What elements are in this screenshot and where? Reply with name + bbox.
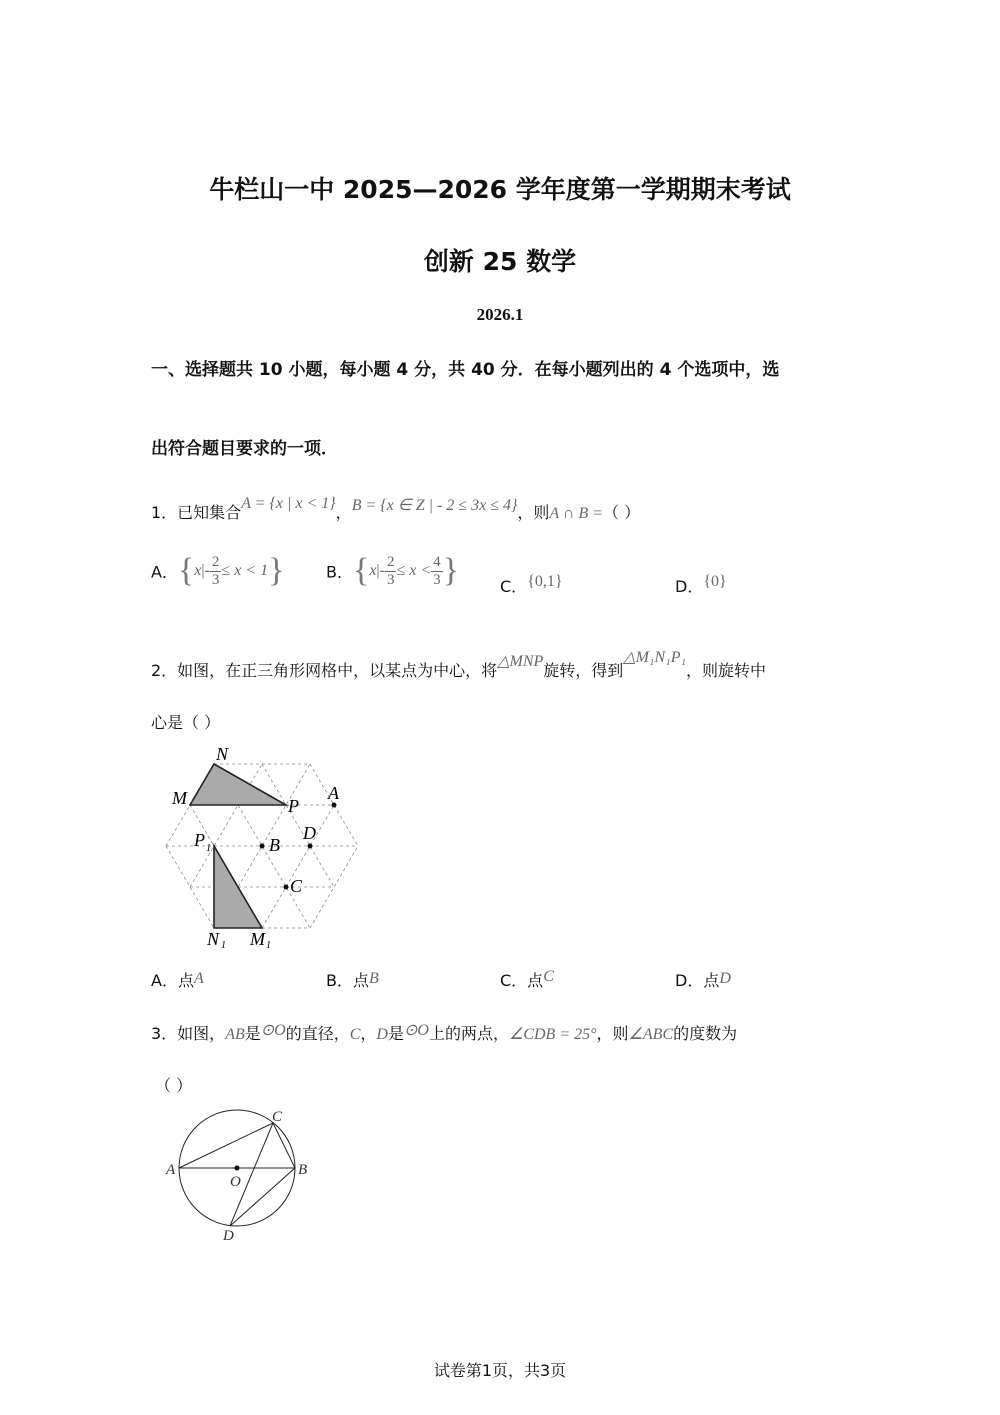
q3-circle: ⊙O (260, 1022, 286, 1039)
chord-cb (273, 1123, 295, 1168)
label-d: D (223, 1228, 234, 1244)
frac-den: 3 (386, 571, 395, 588)
brace-icon: { (352, 552, 370, 589)
q1-option-b[interactable] (326, 552, 459, 590)
q3-angle-q: ∠ABC (628, 1026, 674, 1043)
bar: | (376, 562, 380, 579)
minus: - (204, 562, 210, 579)
q3-circle2: ⊙O (404, 1022, 429, 1039)
q1-c-value: {0,1} (527, 573, 563, 590)
option-value: C (543, 968, 554, 985)
q2-tri1: △MNP (497, 653, 544, 670)
q2-option-d[interactable] (675, 968, 731, 991)
label-a: A (166, 1162, 176, 1178)
q2-text-a: 2．如图，在正三角形网格中，以某点为中心，将 (151, 661, 498, 680)
q2-text-c: ，则旋转中 (686, 661, 767, 680)
option-label: C．点 (500, 971, 544, 990)
q3-is2: 是 (387, 1024, 404, 1043)
option-label: D． (675, 577, 704, 596)
q2-line2: 心是（ ） (151, 713, 221, 732)
question-1 (151, 495, 641, 523)
option-label: B． (326, 562, 353, 582)
q1-prefix: 1．已知集合 (151, 503, 242, 522)
q2-option-b[interactable] (326, 968, 379, 991)
option-value: B (368, 970, 379, 987)
q1-option-c[interactable] (500, 574, 563, 597)
label-b: B (269, 835, 280, 855)
minus: - (379, 562, 385, 579)
q2-tri2: △M₁N₁P₁ (623, 649, 687, 666)
bar: | (201, 562, 205, 579)
option-label: C． (500, 577, 528, 596)
q3-prefix: 3．如图， (151, 1024, 226, 1043)
option-label: D．点 (675, 971, 720, 990)
q1-expr: A ∩ B = (549, 505, 604, 522)
question-2 (151, 649, 767, 681)
q3-tail: 的度数为 (673, 1024, 738, 1043)
label-c: C (290, 876, 303, 896)
triangle-mnp (190, 764, 286, 805)
q3-d: D (376, 1026, 388, 1043)
q1-d-value: {0} (703, 573, 727, 590)
q1-b-var: x (369, 562, 377, 579)
point-d (308, 844, 313, 849)
q3-on: 上的两点， (428, 1024, 509, 1043)
fraction (385, 554, 397, 589)
label-p: P (288, 796, 299, 816)
exam-date: 2026.1 (476, 305, 524, 324)
brace-icon: { (177, 552, 195, 589)
q3-diam: 的直径， (285, 1024, 350, 1043)
q1-paren: （ ） (603, 503, 641, 522)
point-c (284, 885, 289, 890)
q3-is: 是 (244, 1024, 261, 1043)
q1-a-rest: ≤ x < 1 (221, 562, 269, 579)
option-label: A． (151, 562, 178, 582)
point-b (260, 844, 265, 849)
q3-angle-given: ∠CDB = 25° (508, 1026, 597, 1043)
label-d: D (303, 823, 316, 843)
frac-den: 3 (211, 571, 220, 588)
label-a: A (328, 783, 339, 803)
brace-icon: } (268, 552, 285, 589)
label-n1: N (207, 929, 220, 949)
option-value: A (193, 970, 204, 987)
q3-sep: ， (360, 1024, 377, 1043)
q1-then: ，则 (517, 503, 550, 522)
q2-text-b: 旋转，得到 (543, 661, 624, 680)
section-heading-line1: 一、选择题共 10 小题，每小题 4 分，共 40 分．在每小题列出的 4 个选项中，选 (151, 360, 780, 380)
point-a (332, 803, 337, 808)
label-m1-sub: 1 (266, 940, 271, 951)
frac-num: 2 (386, 553, 395, 570)
label-p1-sub: 1 (206, 843, 211, 854)
q1-comma: ， (335, 503, 352, 522)
center-o (235, 1166, 240, 1171)
frac-num: 2 (211, 553, 220, 570)
page-footer: 试卷第1页，共3页 (433, 1361, 567, 1380)
label-n1-sub: 1 (221, 940, 226, 951)
q3-ab: AB (225, 1026, 245, 1043)
label-m1: M (250, 929, 265, 949)
fraction (210, 554, 222, 589)
q1-set-b: B = {x ∈ Z | - 2 ≤ 3x ≤ 4} (351, 497, 518, 514)
fraction (431, 554, 443, 589)
q1-set-a: A = {x | x < 1} (241, 495, 336, 512)
label-m: M (172, 788, 187, 808)
exam-subtitle: 创新 25 数学 (423, 247, 577, 276)
label-p1: P (194, 830, 205, 850)
q2-option-c[interactable] (500, 968, 554, 991)
label-o: O (230, 1174, 241, 1190)
option-label: A．点 (151, 971, 194, 990)
frac-den: 3 (433, 571, 441, 588)
brace-icon: } (442, 552, 459, 589)
frac-num: 4 (433, 553, 441, 570)
q3-circle-figure (160, 1105, 320, 1250)
q1-option-d[interactable] (675, 574, 727, 597)
exam-title: 牛栏山一中 2025—2026 学年度第一学期期末考试 (209, 175, 791, 204)
option-value: D (719, 970, 731, 987)
q2-grid-figure (160, 742, 370, 952)
q1-b-mid: ≤ x < (396, 562, 432, 579)
q1-option-a[interactable] (151, 552, 284, 590)
q2-option-a[interactable] (151, 968, 204, 991)
q3-c: C (349, 1026, 361, 1043)
label-c: C (272, 1109, 283, 1125)
q3-paren: （ ） (155, 1076, 193, 1095)
q3-then: ，则 (596, 1024, 629, 1043)
section-heading-line2: 出符合题目要求的一项． (151, 439, 338, 459)
q1-a-var: x (194, 562, 202, 579)
label-n: N (216, 744, 229, 764)
question-3 (151, 1021, 737, 1044)
option-label: B．点 (326, 971, 369, 990)
label-b: B (298, 1162, 308, 1178)
